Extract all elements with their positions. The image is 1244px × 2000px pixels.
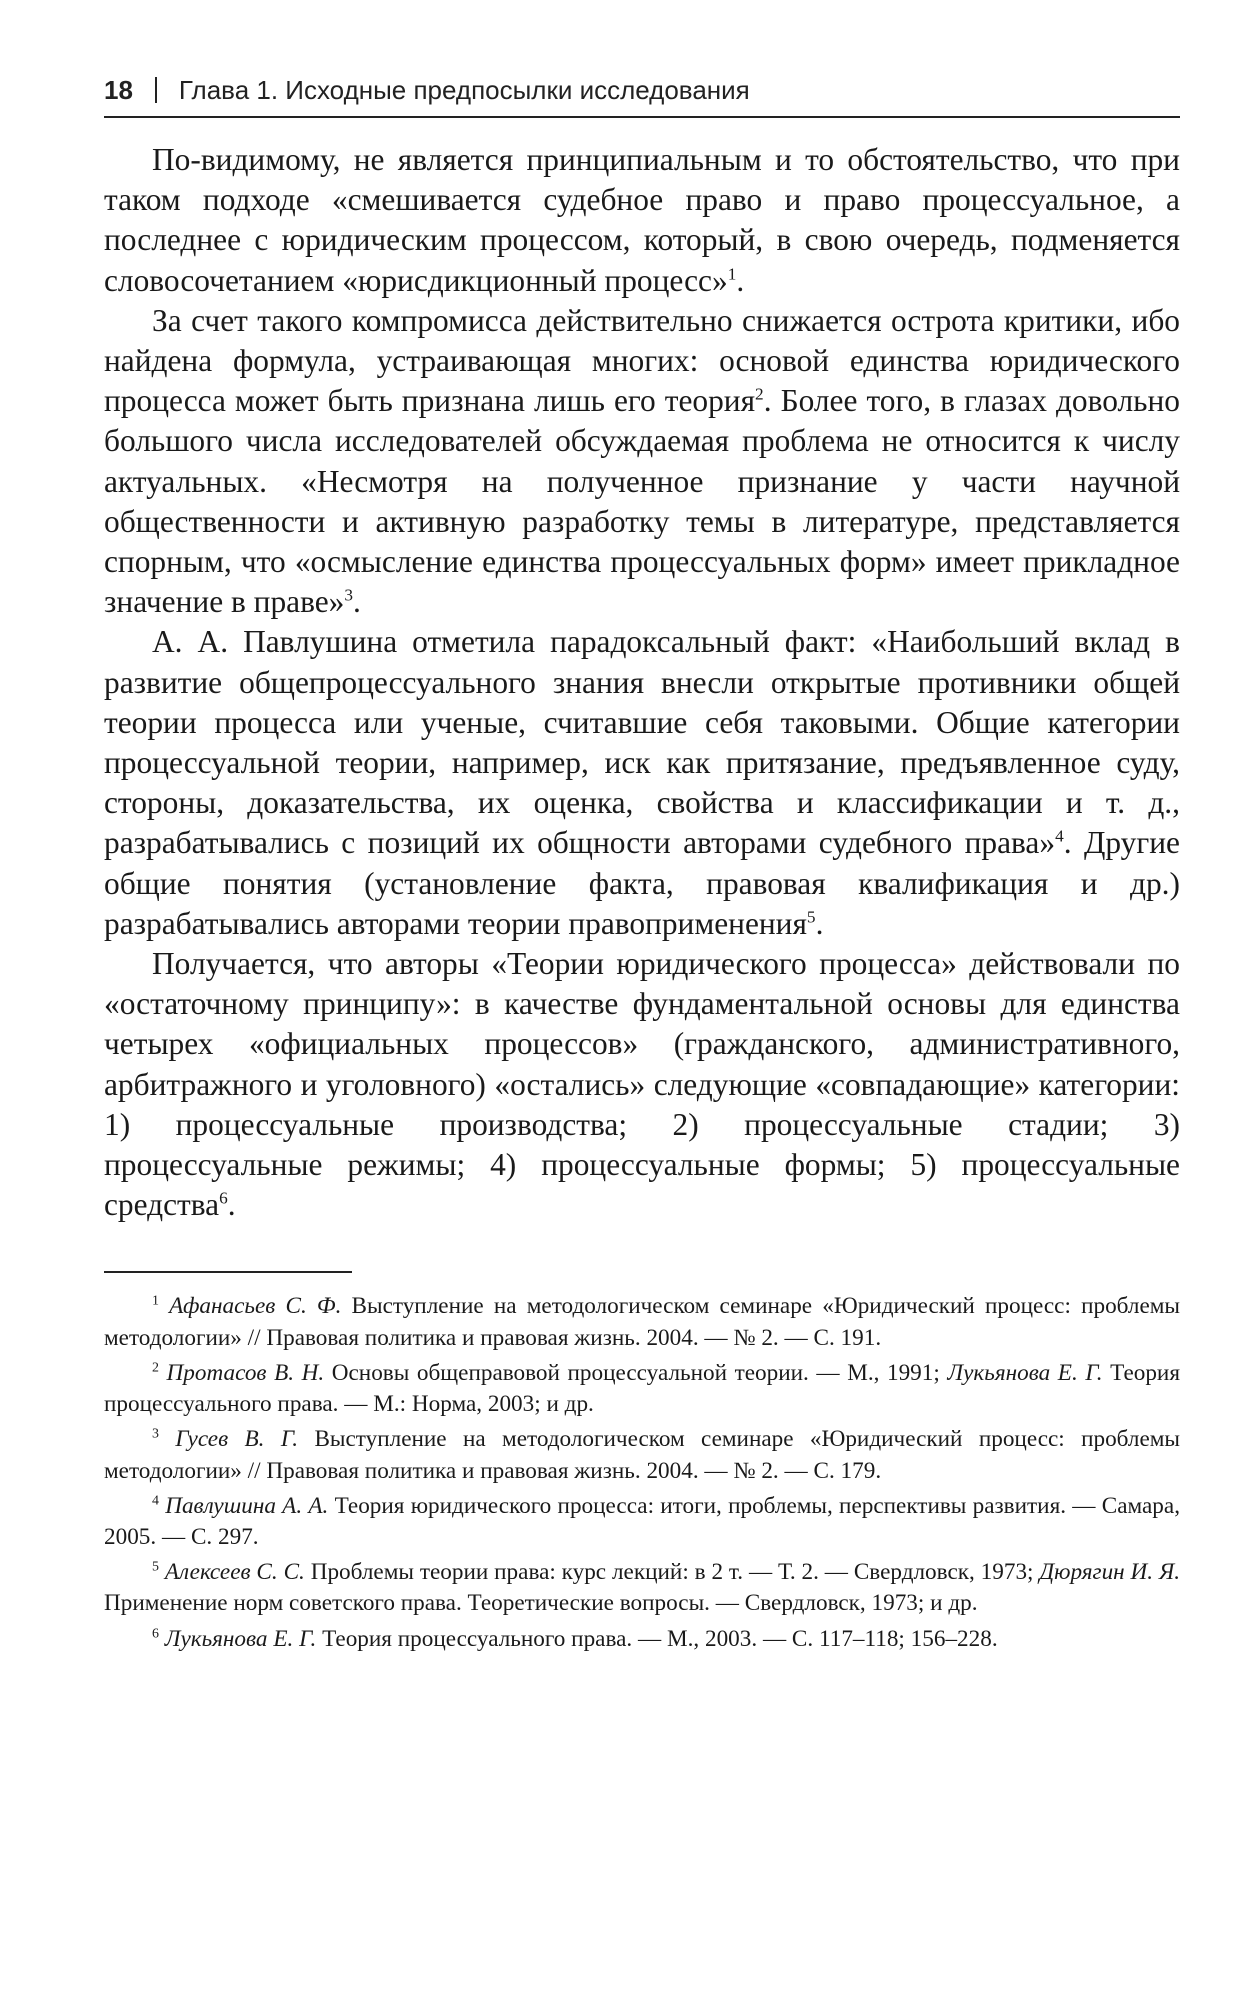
paragraph-3: А. А. Павлушина отметила парадоксальный факт: «Наибольший вклад в развитие общепроцессуального знания внесли открытые противники общей теории процесса или ученые, считавшие себя таковыми. Общие категории процессуальной теории, например, иск как притязание, предъявленное суду, стороны, доказательства, их оценка, свойства и классификации и т. д., разрабатывались с позиций их общности авторами судебного права»$^4$. Другие общие понятия (установление факта, правовая квалификация и др.) разрабатывались авторами теории правоприменения$^5$.: [104, 624, 1180, 941]
footnote-ref-1[interactable]: 1: [727, 264, 737, 284]
footnote-author: Афанасьев С. Ф.: [169, 1293, 342, 1320]
paragraph-2: За счет такого компромисса действительно снижается острота критики, ибо найдена формула, устраивающая многих: основой единства юридического процесса может быть признана лишь его теория$^2$. Более того, в глазах довольно большого числа исследователей обсуждаемая проблема не относится к числу актуальных. «Несмотря на полученное признание у части научной общественности и активную разработку темы в литературе, представляется спорным, что «осмысление единства процессуальных форм» имеет прикладное значение в праве»$^3$.: [104, 302, 1180, 620]
footnote-author: Гусев В. Г.: [175, 1426, 299, 1453]
footnote-2: $^2$ Протасов В. Н. Основы общеправовой процессуальной теории. — М., 1991; Лукьянова Е. Г. Теория процессуального права. — М.: Норма, 2003; и др.: [104, 1359, 1181, 1418]
footnote-ref-5[interactable]: 5: [806, 907, 816, 927]
main-text: [104, 140, 1180, 1225]
footnotes: [104, 1291, 1180, 1654]
footnote-author: Павлушина А. А.: [165, 1492, 329, 1519]
footnote-author: Дюрягин И. Я.: [1039, 1559, 1180, 1586]
chapter-title: Глава 1. Исходные предпосылки исследования: [178, 74, 750, 105]
paragraph-1: По-видимому, не является принципиальным и то обстоятельство, что при таком подходе «смешивается судебное право и право процессуальное, а последнее с юридическим процессом, который, в свою очередь, подменяется словосочетанием «юрисдикционный процесс»$^1$.: [104, 142, 1180, 298]
footnote-3: $^3$ Гусев В. Г. Выступление на методологическом семинаре «Юридический процесс: проблемы методологии» // Правовая политика и правовая жизнь. 2004. — № 2. — С. 179.: [104, 1426, 1181, 1484]
footnote-1: $^1$ Афанасьев С. Ф. Выступление на методологическом семинаре «Юридический процесс: проблемы методологии» // Правовая политика и правовая жизнь. 2004. — № 2. — С. 191.: [104, 1293, 1181, 1351]
book-page: [104, 72, 1180, 1659]
footnote-5: $^5$ Алексеев С. С. Проблемы теории права: курс лекций: в 2 т. — Т. 2. — Свердловск, 1973; Дюрягин И. Я. Применение норм советского права. Теоретические вопросы. — Свердловск, 1973; и др.: [104, 1559, 1180, 1617]
header-separator: [155, 77, 157, 103]
footnote-divider: [104, 1271, 352, 1273]
footnote-ref-2[interactable]: 2: [755, 384, 764, 404]
footnote-ref-4[interactable]: 4: [1055, 826, 1064, 846]
footnote-ref-3[interactable]: 3: [344, 585, 353, 605]
paragraph-4: Получается, что авторы «Теории юридического процесса» действовали по «остаточному принципу»: в качестве фундаментальной основы для единства четырех «официальных процессов» (гражданского, административного, арбитражного и уголовного) «остались» следующие «совпадающие» категории: 1) процессуальные производства; 2) процессуальные стадии; 3) процессуальные режимы; 4) процессуальные формы; 5) процессуальные средства$^6$.: [104, 946, 1180, 1223]
page-number: 18: [104, 74, 133, 105]
footnote-author: Алексеев С. С.: [164, 1559, 305, 1586]
footnote-6: $^6$ Лукьянова Е. Г. Теория процессуального права. — М., 2003. — С. 117–118; 156–228.: [152, 1625, 998, 1652]
footnote-ref-6[interactable]: 6: [219, 1188, 228, 1208]
footnote-author: Лукьянова Е. Г.: [947, 1359, 1103, 1386]
running-header: [104, 72, 1180, 118]
footnote-author: Протасов В. Н.: [166, 1359, 325, 1386]
footnote-4: $^4$ Павлушина А. А. Теория юридического процесса: итоги, проблемы, перспективы развития. — Самара, 2005. — С. 297.: [104, 1492, 1180, 1550]
footnote-author: Лукьянова Е. Г.: [164, 1625, 317, 1652]
